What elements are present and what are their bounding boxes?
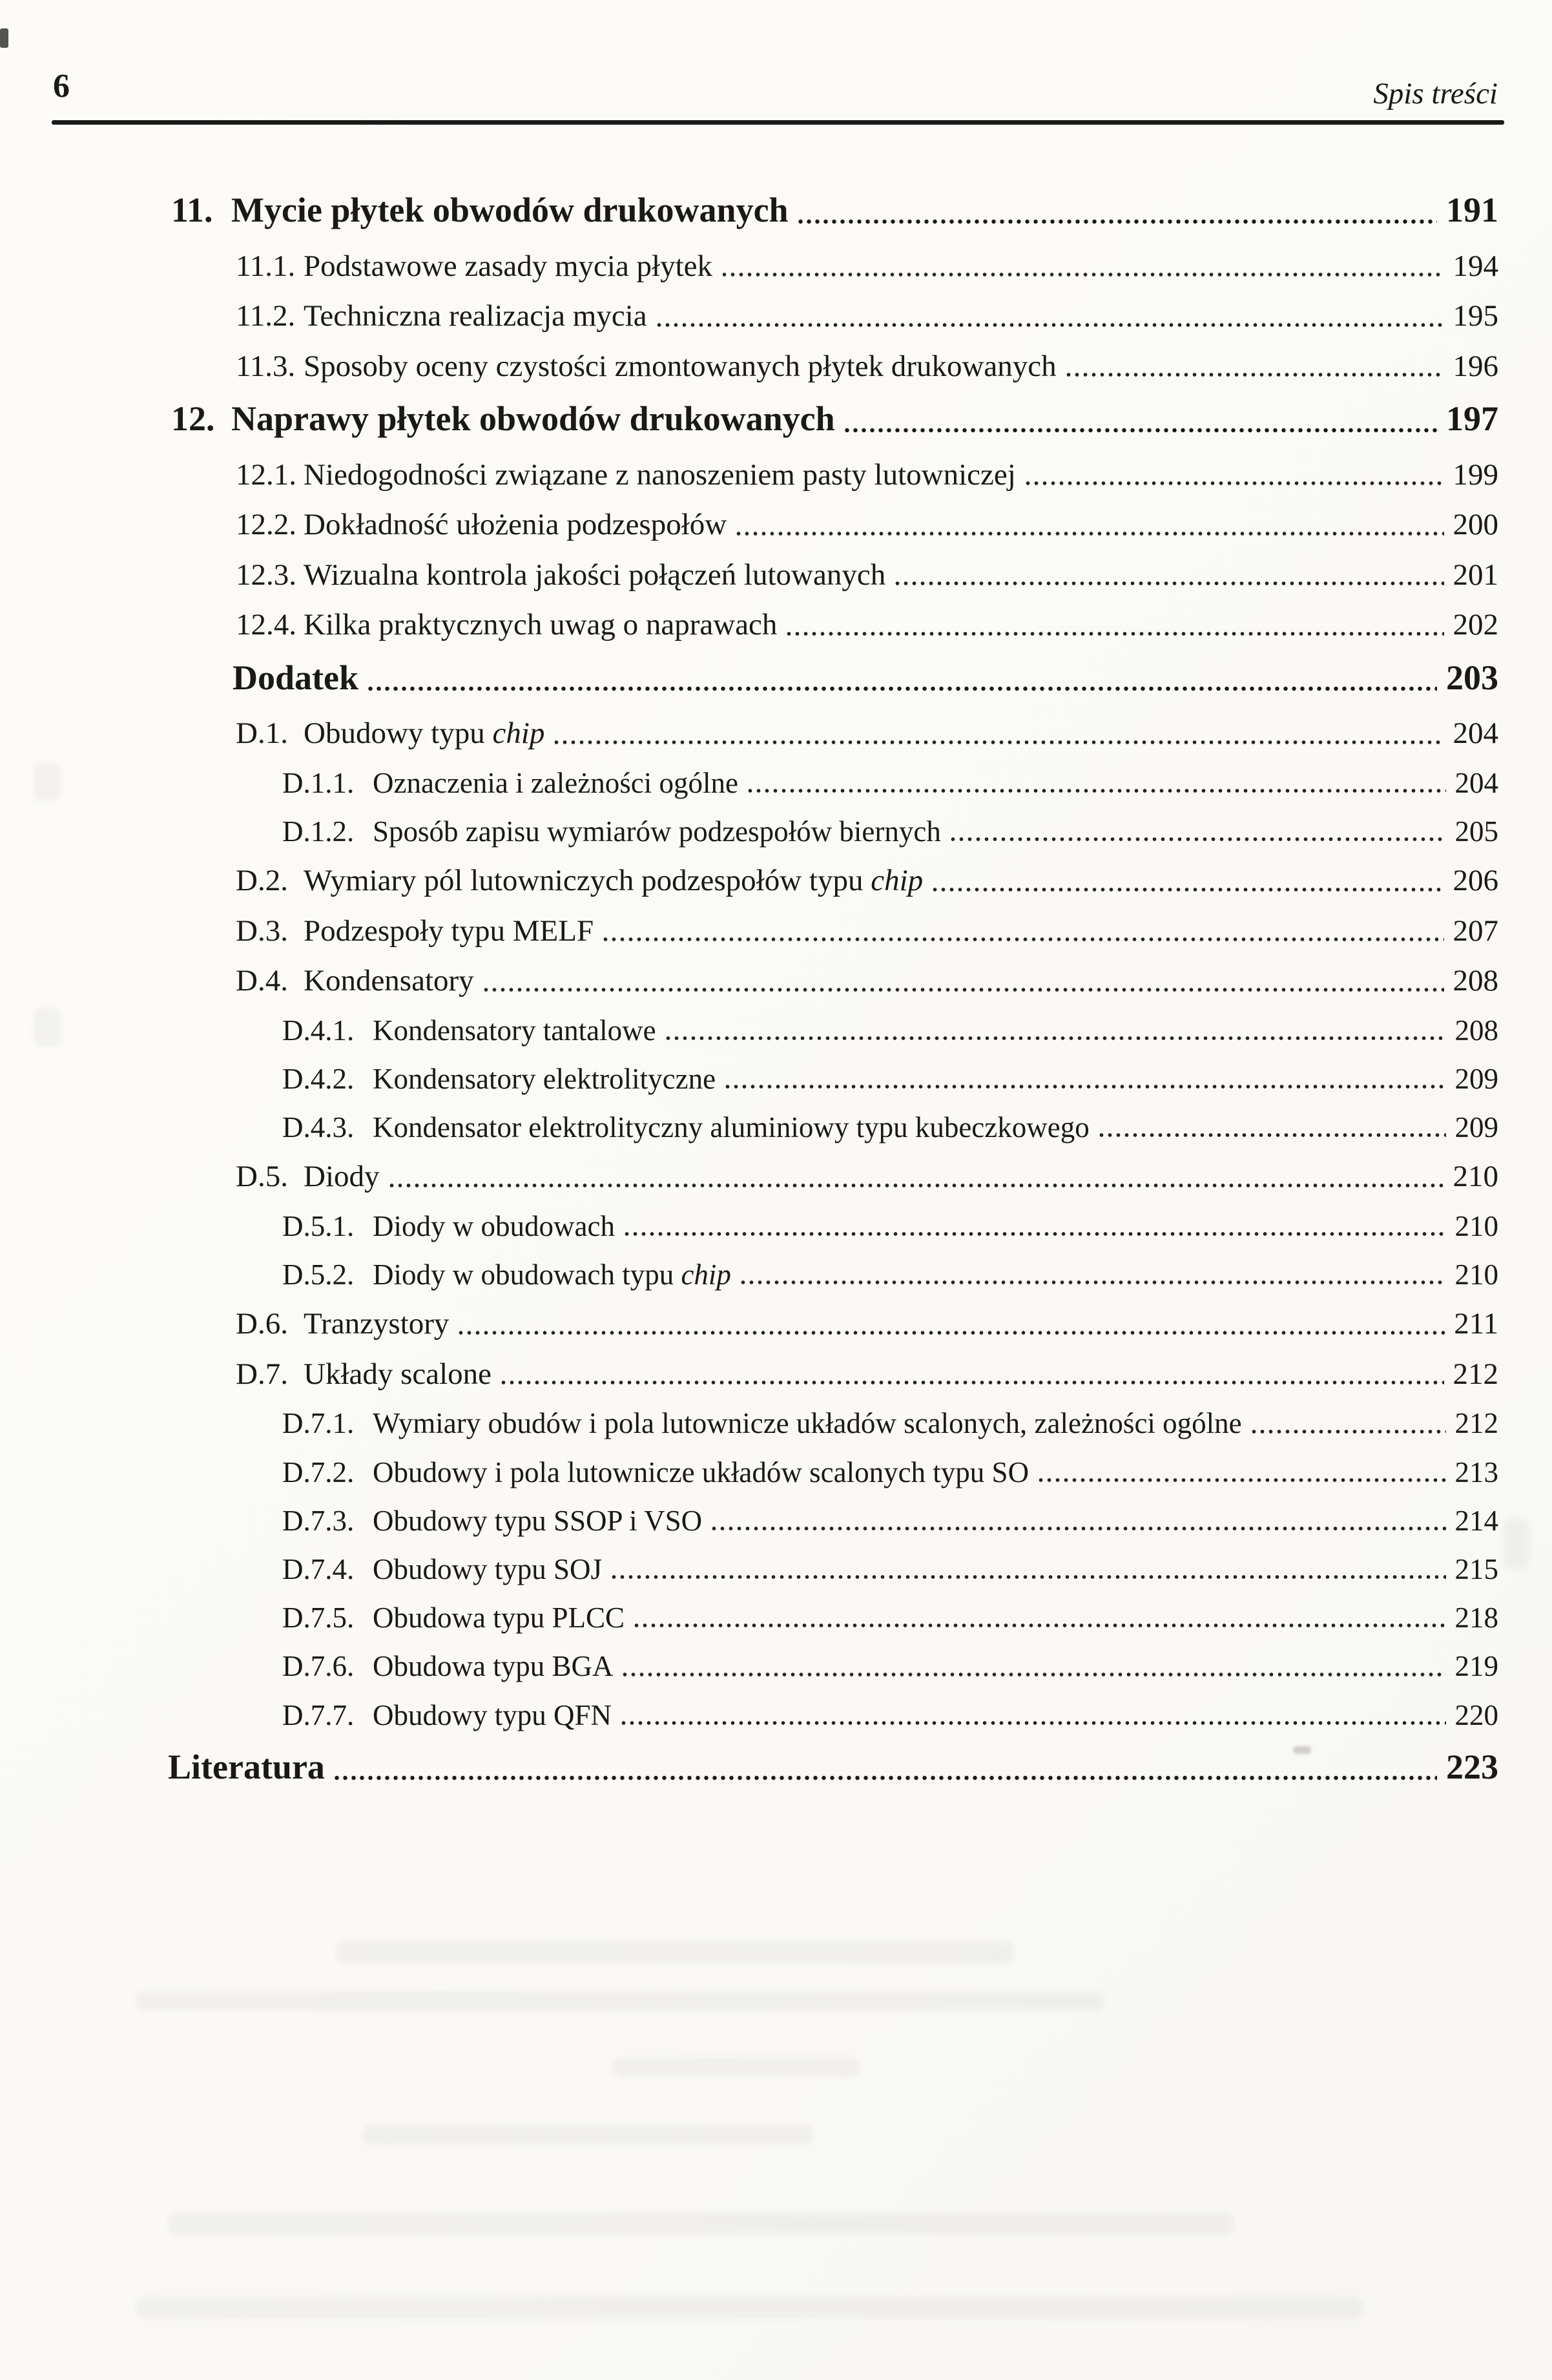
toc-entry-number: D.1.2.: [282, 815, 355, 848]
toc-entry: [52, 190, 1498, 231]
toc-entry: [52, 1504, 1498, 1538]
toc-entry-page: 209: [1454, 1063, 1498, 1096]
dot-leader: [482, 986, 1444, 993]
toc-entry: [52, 658, 1498, 698]
toc-entry-number: D.1.1.: [282, 767, 355, 799]
toc-entry-page: 208: [1454, 1014, 1498, 1047]
toc-entry-title: Obudowa typu BGA: [373, 1650, 614, 1683]
toc-entry-page: 200: [1453, 508, 1498, 542]
dot-leader: [739, 1279, 1446, 1286]
toc-entry-page: 208: [1453, 964, 1498, 998]
toc-entry: [52, 1357, 1498, 1392]
toc-entry-number: D.4.2.: [282, 1063, 355, 1096]
toc-entry: [52, 913, 1498, 949]
dot-leader: [1250, 1428, 1446, 1435]
toc-entry: [52, 963, 1498, 999]
dot-leader: [843, 427, 1437, 433]
toc-entry-number: D.5.2.: [282, 1258, 355, 1291]
dot-leader: [949, 836, 1446, 842]
toc-entry-title-italic: chip: [871, 864, 924, 898]
dot-leader: [623, 1231, 1446, 1237]
toc-entry: [52, 1406, 1498, 1440]
toc-entry-page: 203: [1446, 658, 1498, 697]
toc-entry-number: D.4.1.: [282, 1014, 355, 1047]
toc-entry-title-italic: chip: [492, 716, 545, 751]
dot-leader: [601, 936, 1443, 943]
dot-leader: [785, 631, 1443, 637]
dot-leader: [893, 580, 1443, 587]
toc-entry-title: Oznaczenia i zależności ogólne: [373, 767, 738, 799]
toc-entry: [52, 507, 1498, 543]
bleed-through-artifact: [336, 1941, 1014, 1963]
toc-entry-title: Wymiary pól lutowniczych podzespołów typu chip: [304, 864, 924, 898]
toc-entry-number: D.7.2.: [282, 1456, 355, 1488]
toc-entry-page: 205: [1454, 815, 1498, 848]
dot-leader: [720, 271, 1443, 278]
dot-leader: [1064, 371, 1444, 378]
dot-leader: [1024, 480, 1444, 486]
toc-entry-page: 195: [1453, 299, 1498, 333]
dot-leader: [366, 685, 1437, 692]
toc-entry-title: Dodatek: [233, 658, 359, 697]
toc-entry-page: 213: [1454, 1456, 1498, 1488]
toc-entry-number: D.2.: [236, 864, 288, 898]
dot-leader: [734, 530, 1443, 537]
toc-entry-page: 199: [1453, 457, 1498, 492]
toc-entry-page: 194: [1453, 249, 1498, 283]
toc-entry-page: 215: [1454, 1552, 1498, 1585]
toc-entry-number: D.7.5.: [282, 1602, 355, 1634]
toc-entry-number: D.7.4.: [282, 1552, 355, 1585]
toc-entry-title: Tranzystory: [304, 1307, 450, 1341]
toc-entry: [52, 1209, 1498, 1243]
toc-entry-title: Podstawowe zasady mycia płytek: [304, 249, 713, 283]
toc-entry-title: Wizualna kontrola jakości połączeń lutowanych: [304, 558, 886, 592]
dot-leader: [621, 1671, 1445, 1678]
toc-entry: [52, 1014, 1498, 1047]
running-header-title: Spis treści: [1373, 77, 1498, 110]
toc-entry-number: D.7.1.: [282, 1407, 355, 1440]
toc-entry: [52, 1159, 1498, 1195]
bleed-through-artifact: [168, 2213, 1234, 2235]
toc-entry-number: D.7.3.: [282, 1504, 355, 1537]
dot-leader: [388, 1182, 1444, 1189]
toc-entry: [52, 1747, 1498, 1788]
toc-entry-page: 219: [1454, 1650, 1498, 1683]
bleed-through-artifact: [362, 2125, 814, 2145]
toc-entry-page: 218: [1454, 1602, 1498, 1634]
toc-entry-number: D.1.: [236, 716, 288, 751]
toc-entry: [52, 349, 1498, 384]
toc-entry-number: 11.1.: [236, 249, 296, 283]
toc-entry-title: Literatura: [168, 1747, 325, 1786]
toc-entry-page: 202: [1453, 608, 1498, 642]
toc-entry-title: Techniczna realizacja mycia: [304, 299, 647, 333]
toc-entry-title: Sposoby oceny czystości zmontowanych płytek drukowanych: [304, 349, 1057, 383]
scan-speck-artifact: [0, 28, 8, 48]
toc-entry-page: 212: [1453, 1357, 1498, 1391]
toc-entry-page: 220: [1454, 1698, 1498, 1731]
toc-entry: [52, 1258, 1498, 1291]
toc-entry-number: D.7.6.: [282, 1650, 355, 1683]
toc-entry-page: 196: [1453, 349, 1498, 383]
dot-leader: [1037, 1477, 1445, 1483]
toc-entry-number: D.5.: [236, 1160, 288, 1194]
toc-entry: [52, 766, 1498, 800]
dot-leader: [457, 1330, 1445, 1336]
toc-entry: [52, 863, 1498, 899]
toc-entry-page: 210: [1453, 1160, 1498, 1194]
toc-entry-title: Wymiary obudów i pola lutownicze układów scalonych, zależności ogólne: [373, 1407, 1242, 1440]
toc-entry: [52, 1111, 1498, 1144]
toc-entry-title: Diody: [304, 1160, 380, 1194]
toc-entry-page: 204: [1453, 716, 1498, 751]
dot-leader: [746, 788, 1446, 794]
toc-entry-title: Podzespoły typu MELF: [304, 913, 594, 948]
toc-entry: [52, 1649, 1498, 1683]
toc-entry: [52, 249, 1498, 284]
toc-entry: [52, 399, 1498, 439]
dot-leader: [499, 1379, 1443, 1386]
dot-leader: [1097, 1132, 1446, 1138]
toc-entry-page: 212: [1454, 1407, 1498, 1440]
dot-leader: [931, 886, 1443, 893]
toc-entry-number: D.3.: [236, 913, 288, 948]
dot-leader: [632, 1622, 1445, 1629]
toc-entry-title: Obudowy typu SSOP i VSO: [373, 1504, 703, 1537]
toc-entry: [52, 1698, 1498, 1732]
toc-entry-page: 209: [1454, 1111, 1498, 1144]
toc-entry-number: D.6.: [236, 1307, 288, 1341]
dot-leader: [333, 1775, 1437, 1781]
toc-entry-title: Układy scalone: [304, 1357, 492, 1391]
dot-leader: [655, 322, 1444, 328]
toc-entry-title: Diody w obudowach typu chip: [373, 1258, 731, 1291]
toc-entry-page: 211: [1454, 1307, 1498, 1341]
dot-leader: [664, 1035, 1446, 1041]
toc-entry-page: 191: [1446, 191, 1498, 229]
toc-entry-title: Niedogodności związane z nanoszeniem pasty lutowniczej: [304, 457, 1016, 492]
toc-entry-title: Naprawy płytek obwodów drukowanych: [231, 399, 835, 439]
toc-entry-number: 12.: [171, 399, 215, 439]
toc-entry-page: 214: [1454, 1504, 1498, 1537]
toc-entry-title: Dokładność ułożenia podzespołów: [304, 508, 727, 542]
dot-leader: [710, 1525, 1445, 1532]
toc-entry-number: 12.3.: [236, 558, 296, 592]
toc-entry: [52, 716, 1498, 751]
toc-entry-page: 206: [1453, 864, 1498, 898]
toc-entry-number: 11.3.: [236, 349, 296, 383]
toc: [52, 180, 1498, 1802]
toc-entry-title: Kondensatory tantalowe: [373, 1014, 656, 1047]
toc-entry: [52, 1456, 1498, 1489]
toc-entry: [52, 1601, 1498, 1634]
toc-entry: [52, 607, 1498, 643]
toc-entry-title: Kondensator elektrolityczny aluminiowy typu kubeczkowego: [373, 1111, 1090, 1144]
toc-entry-number: 11.: [171, 191, 213, 229]
toc-entry-number: D.7.: [236, 1357, 288, 1391]
toc-entry-page: 197: [1446, 399, 1498, 439]
toc-entry-number: 12.1.: [236, 457, 296, 492]
toc-entry-title-italic: chip: [681, 1258, 731, 1291]
toc-entry-page: 210: [1454, 1210, 1498, 1242]
toc-entry-title: Kilka praktycznych uwag o naprawach: [304, 608, 778, 642]
toc-entry-title: Sposób zapisu wymiarów podzespołów biernych: [373, 815, 941, 848]
toc-entry-number: D.4.: [236, 964, 288, 998]
toc-entry: [52, 298, 1498, 334]
toc-entry-title: Obudowy typu QFN: [373, 1698, 612, 1731]
toc-entry-title: Obudowy typu SOJ: [373, 1552, 603, 1585]
toc-entry-title: Obudowy typu chip: [304, 716, 545, 751]
dot-leader: [610, 1574, 1445, 1580]
bleed-through-artifact: [614, 2058, 859, 2077]
toc-entry-number: D.7.7.: [282, 1698, 355, 1731]
dot-leader: [796, 218, 1437, 225]
toc-entry-page: 207: [1453, 913, 1498, 948]
bleed-through-artifact: [136, 1991, 1104, 2010]
bleed-through-artifact: [1504, 1518, 1529, 1570]
toc-entry-title: Mycie płytek obwodów drukowanych: [231, 191, 789, 229]
toc-entry-title: Kondensatory elektrolityczne: [373, 1063, 716, 1096]
page-number: 6: [53, 68, 70, 105]
toc-entry-title: Obudowy i pola lutownicze układów scalonych typu SO: [373, 1456, 1029, 1488]
toc-entry: [52, 815, 1498, 848]
toc-entry-title: Kondensatory: [304, 964, 474, 998]
toc-entry-number: 11.2.: [236, 299, 296, 333]
toc-entry-page: 204: [1454, 767, 1498, 799]
toc-entry: [52, 1062, 1498, 1096]
toc-entry-number: 12.4.: [236, 608, 296, 642]
toc-entry: [52, 558, 1498, 593]
toc-entry-page: 201: [1453, 558, 1498, 592]
dot-leader: [552, 739, 1443, 746]
toc-entry-title: Obudowa typu PLCC: [373, 1602, 625, 1634]
dot-leader: [723, 1083, 1445, 1090]
toc-entry: [52, 457, 1498, 493]
toc-entry: [52, 1552, 1498, 1586]
dot-leader: [619, 1720, 1445, 1726]
toc-entry-number: D.4.3.: [282, 1111, 355, 1144]
header-rule: [52, 120, 1504, 125]
toc-entry: [52, 1306, 1498, 1342]
toc-entry-title: Diody w obudowach: [373, 1210, 615, 1242]
bleed-through-artifact: [136, 2297, 1363, 2319]
scan-smudge-artifact: [1293, 1746, 1311, 1754]
toc-entry-page: 210: [1454, 1258, 1498, 1291]
toc-entry-page: 223: [1446, 1747, 1498, 1786]
toc-entry-number: 12.2.: [236, 508, 296, 542]
toc-entry-number: D.5.1.: [282, 1210, 355, 1242]
